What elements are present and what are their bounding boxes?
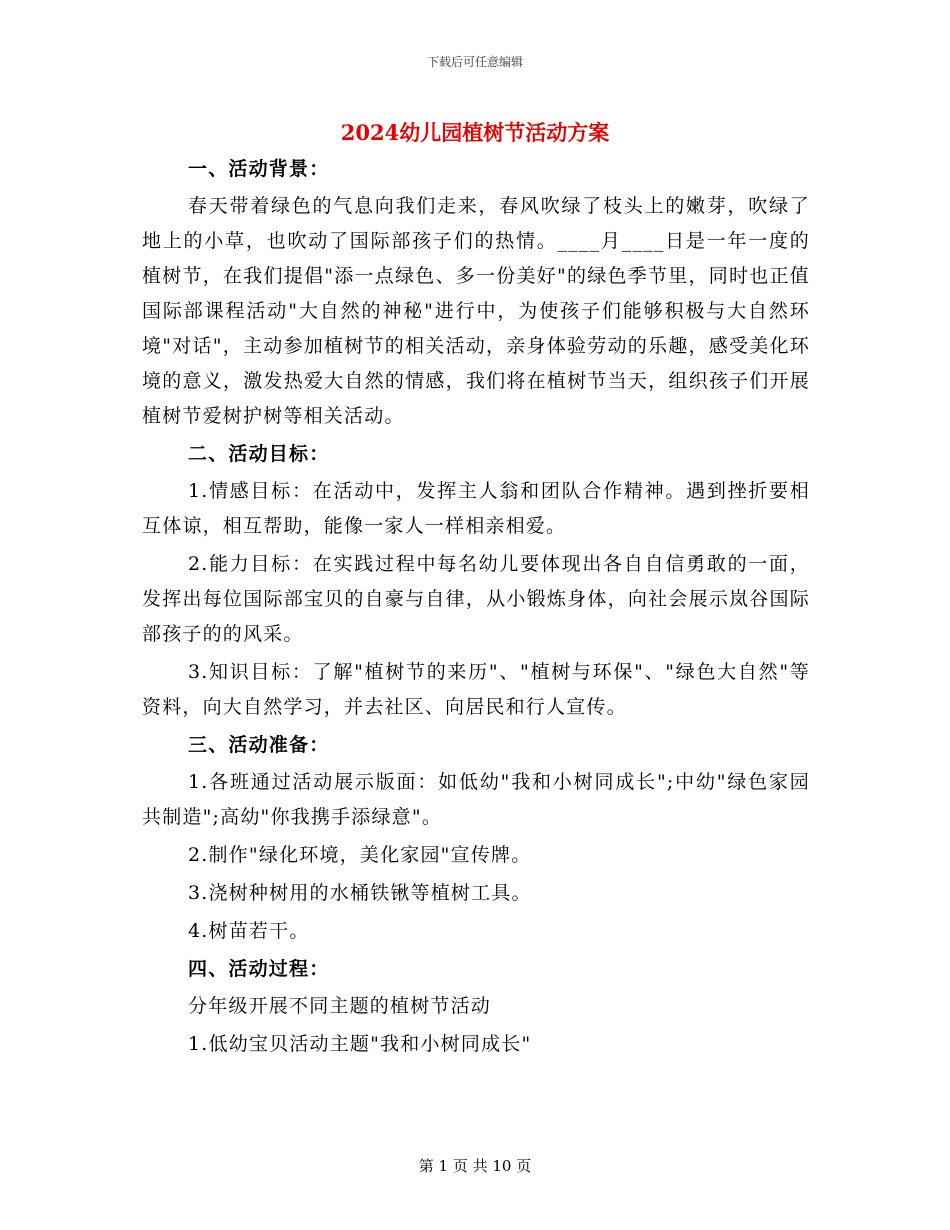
section-heading: 二、活动目标：: [188, 443, 330, 465]
section-process: [142, 952, 810, 1062]
document-body: [142, 150, 810, 1065]
paragraph: 3.浇树种树用的水桶铁锹等植树工具。: [188, 882, 532, 904]
section-heading: 四、活动过程：: [188, 958, 330, 980]
paragraph: 2.制作"绿化环境，美化家园"宣传牌。: [188, 844, 532, 866]
paragraph: 分年级开展不同主题的植树节活动: [188, 995, 492, 1017]
section-background: [142, 152, 810, 434]
section-heading: 三、活动准备：: [188, 734, 330, 756]
paragraph: 1.情感目标：在活动中，发挥主人翁和团队合作精神。遇到挫折要相互体谅，相互帮助，能像一家人一样相亲相爱。: [142, 480, 810, 537]
paragraph: 3.知识目标：了解"植树节的来历"、"植树与环保"、"绿色大自然"等资料，向大自然学习，并去社区、向居民和行人宣传。: [142, 661, 810, 718]
paragraph: 春天带着绿色的气息向我们走来，春风吹绿了枝头上的嫩芽，吹绿了地上的小草，也吹动了国际部孩子们的热情。____月____日是一年一度的植树节，在我们提倡"添一点绿色、多一份美好"的绿色季节里，同时也正值国际部课程活动"大自然的神秘"进行中，为使孩子们能够积极与大自然环境"对话"，主动参加植树节的相关活动，亲身体验劳动的乐趣，感受美化环境的意义，激发热爱大自然的情感，我们将在植树节当天，组织孩子们开展植树节爱树护树等相关活动。: [142, 195, 810, 427]
paragraph: 1.各班通过活动展示版面：如低幼"我和小树同成长";中幼"绿色家园共制造";高幼"你我携手添绿意"。: [142, 771, 810, 828]
paragraph: 4.树苗若干。: [188, 920, 310, 942]
page-number: 第 1 页 共 10 页: [418, 1157, 532, 1175]
section-preparation: [142, 728, 810, 949]
section-goals: [142, 437, 810, 725]
paragraph: 2.能力目标：在实践过程中每名幼儿要体现出各自自信勇敢的一面，发挥出每位国际部宝贝的自豪与自律，从小锻炼身体，向社会展示岚谷国际部孩子的的风采。: [142, 553, 810, 645]
paragraph: 1.低幼宝贝活动主题"我和小树同成长": [188, 1033, 532, 1055]
section-heading: 一、活动背景：: [188, 158, 330, 180]
header-note: 下载后可任意编辑: [426, 55, 523, 69]
document-title: 2024幼儿园植树节活动方案: [340, 120, 610, 145]
